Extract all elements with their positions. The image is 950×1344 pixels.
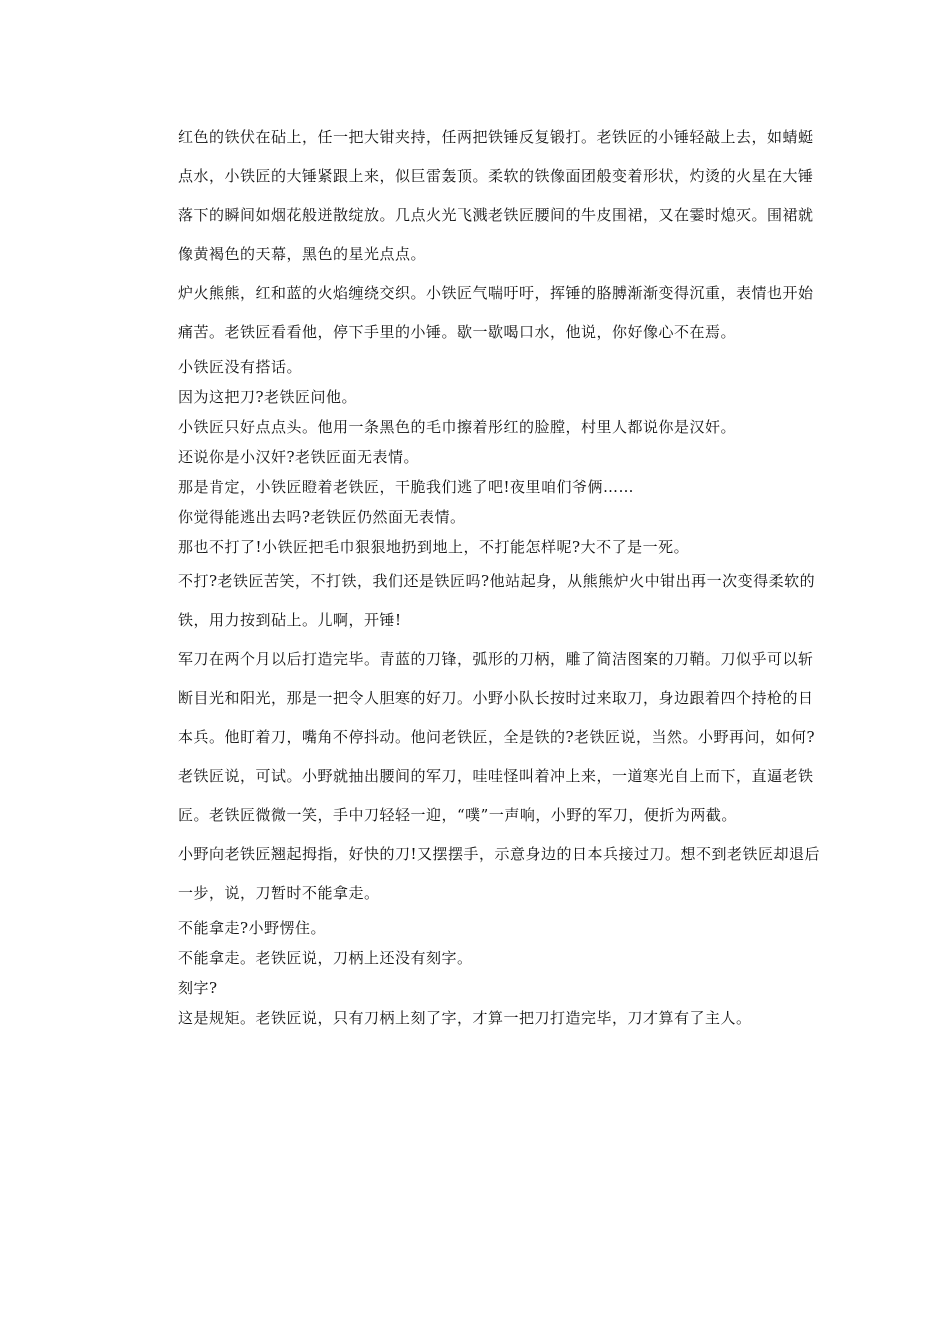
paragraph-1: 红色的铁伏在砧上，任一把大钳夹持，任两把铁锤反复锻打。老铁匠的小锤轻敲上去，如蜻蜓点水，小铁匠的大锤紧跟上来，似巨雷轰顶。柔软的铁像面团般变着形状，灼烫的火星在大锤落下的瞬间如烟花般迸散绽放。几点火光飞溅老铁匠腰间的牛皮围裙，又在霎时熄灭。围裙就像黄褐色的天幕，黑色的星光点点。 — [178, 128, 814, 263]
paragraph-4: 因为这把刀?老铁匠问他。 — [178, 388, 358, 406]
paragraph-3: 小铁匠没有搭话。 — [178, 358, 303, 376]
paragraph-6: 还说你是小汉奸?老铁匠面无表情。 — [178, 448, 420, 466]
story-text — [178, 118, 822, 1033]
paragraph-13: 不能拿走?小野愣住。 — [178, 919, 327, 937]
paragraph-8: 你觉得能逃出去吗?老铁匠仍然面无表情。 — [178, 508, 466, 526]
paragraph-14: 不能拿走。老铁匠说，刀柄上还没有刻字。 — [178, 949, 473, 967]
paragraph-16: 这是规矩。老铁匠说，只有刀柄上刻了字，才算一把刀打造完毕，刀才算有了主人。 — [178, 1009, 752, 1027]
paragraph-10: 不打?老铁匠苦笑，不打铁，我们还是铁匠吗?他站起身，从熊熊炉火中钳出再一次变得柔软的铁，用力按到砧上。儿啊，开锤! — [178, 572, 816, 629]
paragraph-15: 刻字? — [178, 979, 218, 997]
paragraph-5: 小铁匠只好点点头。他用一条黑色的毛巾擦着彤红的脸膛，村里人都说你是汉奸。 — [178, 418, 737, 436]
paragraph-7: 那是肯定，小铁匠瞪着老铁匠，干脆我们逃了吧!夜里咱们爷俩…… — [178, 478, 635, 496]
paragraph-12: 小野向老铁匠翘起拇指，好快的刀!又摆摆手，示意身边的日本兵接过刀。想不到老铁匠却退后一步，说，刀暂时不能拿走。 — [178, 845, 821, 902]
paragraph-9: 那也不打了!小铁匠把毛巾狠狠地扔到地上，不打能怎样呢?大不了是一死。 — [178, 538, 690, 556]
paragraph-11: 军刀在两个月以后打造完毕。青蓝的刀锋，弧形的刀柄，雕了简洁图案的刀鞘。刀似乎可以斩断目光和阳光，那是一把令人胆寒的好刀。小野小队长按时过来取刀，身边跟着四个持枪的日本兵。他盯着刀，嘴角不停抖动。他问老铁匠，全是铁的?老铁匠说，当然。小野再问，如何?老铁匠说，可试。小野就抽出腰间的军刀，哇哇怪叫着冲上来，一道寒光自上而下，直逼老铁匠。老铁匠微微一笑，手中刀轻轻一迎，“噗”一声响，小野的军刀，便折为两截。 — [178, 650, 816, 824]
paragraph-2: 炉火熊熊，红和蓝的火焰缠绕交织。小铁匠气喘吁吁，挥锤的胳膊渐渐变得沉重，表情也开始痛苦。老铁匠看看他，停下手里的小锤。歇一歇喝口水，他说，你好像心不在焉。 — [178, 284, 814, 341]
